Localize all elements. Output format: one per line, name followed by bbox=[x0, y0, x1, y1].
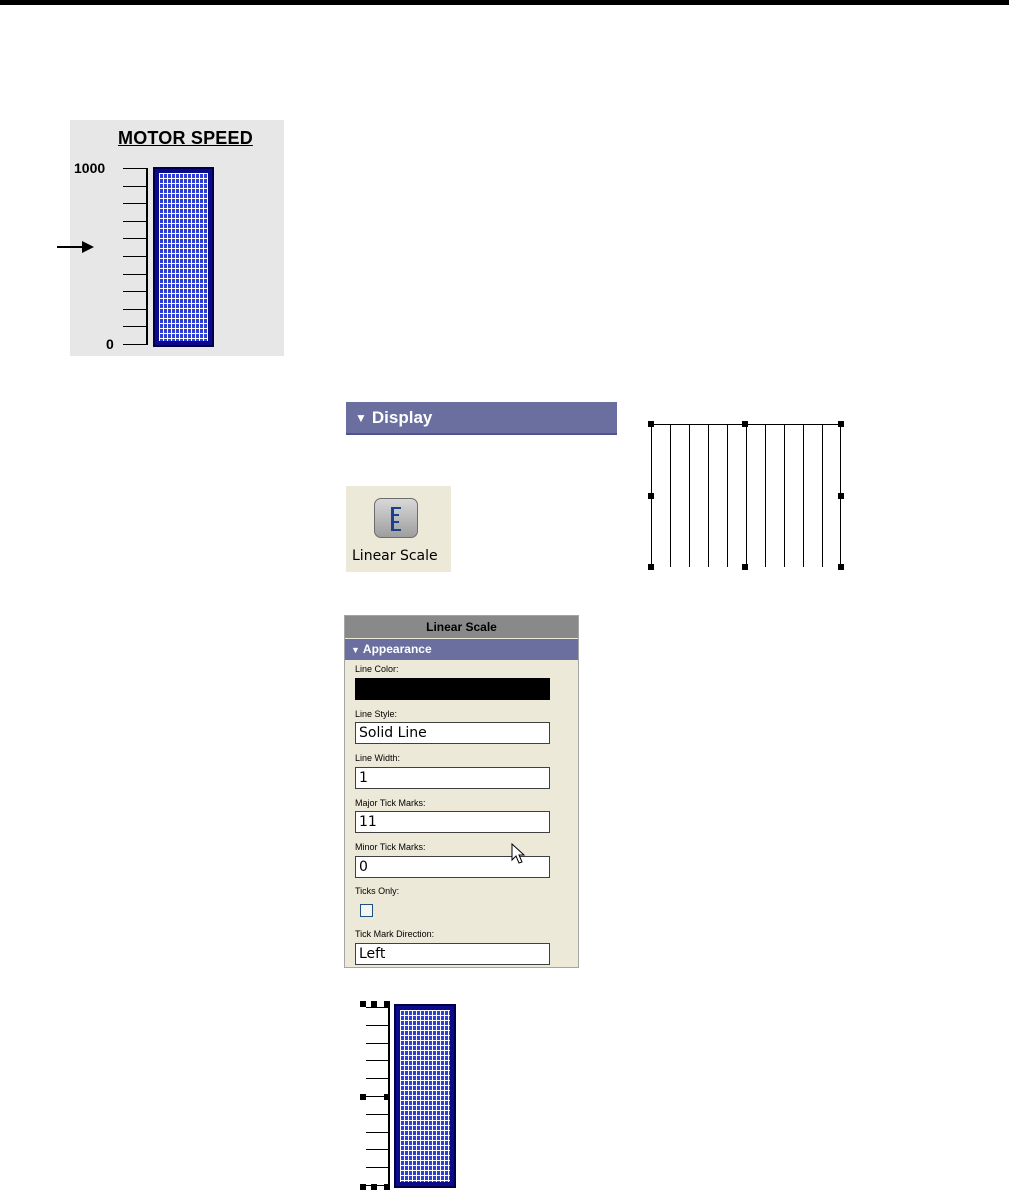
scale-tick bbox=[123, 221, 146, 222]
scale-tick-line bbox=[689, 424, 690, 567]
bargraph-fill bbox=[159, 173, 208, 341]
scale-tick-line bbox=[822, 424, 823, 567]
bargraph bbox=[153, 167, 214, 347]
panel-title: Linear Scale bbox=[345, 616, 578, 638]
selection-handle[interactable] bbox=[360, 1184, 366, 1190]
scale-line bbox=[146, 168, 148, 345]
selection-handle[interactable] bbox=[648, 564, 654, 570]
bottom-bargraph-fill bbox=[400, 1010, 450, 1182]
selection-handle[interactable] bbox=[648, 493, 654, 499]
selection-handle[interactable] bbox=[371, 1184, 377, 1190]
selection-handle[interactable] bbox=[838, 493, 844, 499]
scale-tick bbox=[123, 274, 146, 275]
right-arrow-icon bbox=[82, 241, 94, 253]
selection-handle[interactable] bbox=[384, 1001, 390, 1007]
ticks-only-label: Ticks Only: bbox=[355, 886, 400, 896]
selection-handle[interactable] bbox=[742, 421, 748, 427]
line-width-label: Line Width: bbox=[355, 753, 401, 763]
selection-handle[interactable] bbox=[742, 564, 748, 570]
scale-tick bbox=[366, 1060, 388, 1061]
scale-tick bbox=[366, 1132, 388, 1133]
appearance-section-header[interactable] bbox=[345, 639, 578, 660]
scale-tick bbox=[123, 238, 146, 239]
motor-speed-title: MOTOR SPEED bbox=[118, 128, 253, 148]
scale-tick bbox=[123, 344, 146, 345]
linear-scale-tool[interactable] bbox=[346, 486, 451, 572]
selected-scale-object[interactable] bbox=[651, 424, 841, 567]
scale-tick-line bbox=[727, 424, 728, 567]
line-color-swatch[interactable] bbox=[355, 678, 550, 700]
scale-tick bbox=[366, 1167, 388, 1168]
scale-tick bbox=[366, 1114, 388, 1115]
selection-handle[interactable] bbox=[371, 1001, 377, 1007]
scale-tick-line bbox=[670, 424, 671, 567]
linear-scale-icon[interactable] bbox=[374, 498, 418, 538]
scale-min-label: 0 bbox=[106, 336, 114, 352]
line-color-label: Line Color: bbox=[355, 664, 399, 674]
ticks-only-checkbox[interactable] bbox=[360, 904, 373, 917]
selection-handle[interactable] bbox=[648, 421, 654, 427]
selection-handle[interactable] bbox=[838, 421, 844, 427]
top-rule bbox=[0, 0, 1009, 5]
scale-tick bbox=[123, 309, 146, 310]
triangle-down-icon: ▼ bbox=[351, 645, 360, 655]
scale-tick-line bbox=[746, 424, 747, 567]
major-tick-marks-label: Major Tick Marks: bbox=[355, 798, 426, 808]
mouse-cursor-icon bbox=[511, 843, 527, 865]
bottom-bargraph bbox=[394, 1004, 456, 1188]
appearance-label: Appearance bbox=[362, 642, 432, 656]
selection-handle[interactable] bbox=[838, 564, 844, 570]
tick-direction-field[interactable]: Left bbox=[355, 943, 550, 965]
properties-panel bbox=[344, 615, 579, 968]
selection-handle[interactable] bbox=[384, 1094, 390, 1100]
triangle-down-icon: ▼ bbox=[355, 410, 367, 425]
scale-tick-line bbox=[708, 424, 709, 567]
scale-tick bbox=[123, 291, 146, 292]
tick-direction-label: Tick Mark Direction: bbox=[355, 929, 435, 939]
line-width-field[interactable]: 1 bbox=[355, 767, 550, 789]
scale-tick bbox=[123, 256, 146, 257]
line-style-label: Line Style: bbox=[355, 709, 398, 719]
linear-scale-tool-label: Linear Scale bbox=[352, 548, 438, 564]
display-section-label: Display bbox=[371, 407, 433, 427]
selection-handle[interactable] bbox=[360, 1001, 366, 1007]
selection-handle[interactable] bbox=[384, 1184, 390, 1190]
scale-tick bbox=[366, 1149, 388, 1150]
line-style-field[interactable]: Solid Line bbox=[355, 722, 550, 744]
scale-tick-line bbox=[765, 424, 766, 567]
minor-tick-marks-field[interactable]: 0 bbox=[355, 856, 550, 878]
scale-tick-line bbox=[784, 424, 785, 567]
scale-tick bbox=[366, 1043, 388, 1044]
major-tick-marks-field[interactable]: 11 bbox=[355, 811, 550, 833]
scale-tick bbox=[366, 1007, 388, 1008]
minor-tick-marks-label: Minor Tick Marks: bbox=[355, 842, 426, 852]
scale-tick-line bbox=[803, 424, 804, 567]
scale-tick bbox=[123, 203, 146, 204]
selection-handle[interactable] bbox=[360, 1094, 366, 1100]
scale-tick bbox=[366, 1025, 388, 1026]
scale-tick bbox=[366, 1078, 388, 1079]
scale-tick bbox=[123, 186, 146, 187]
scale-tick bbox=[123, 168, 146, 169]
scale-tick bbox=[123, 326, 146, 327]
arrow-shaft bbox=[57, 246, 83, 248]
scale-max-label: 1000 bbox=[74, 160, 106, 176]
display-section-header[interactable] bbox=[346, 402, 617, 435]
